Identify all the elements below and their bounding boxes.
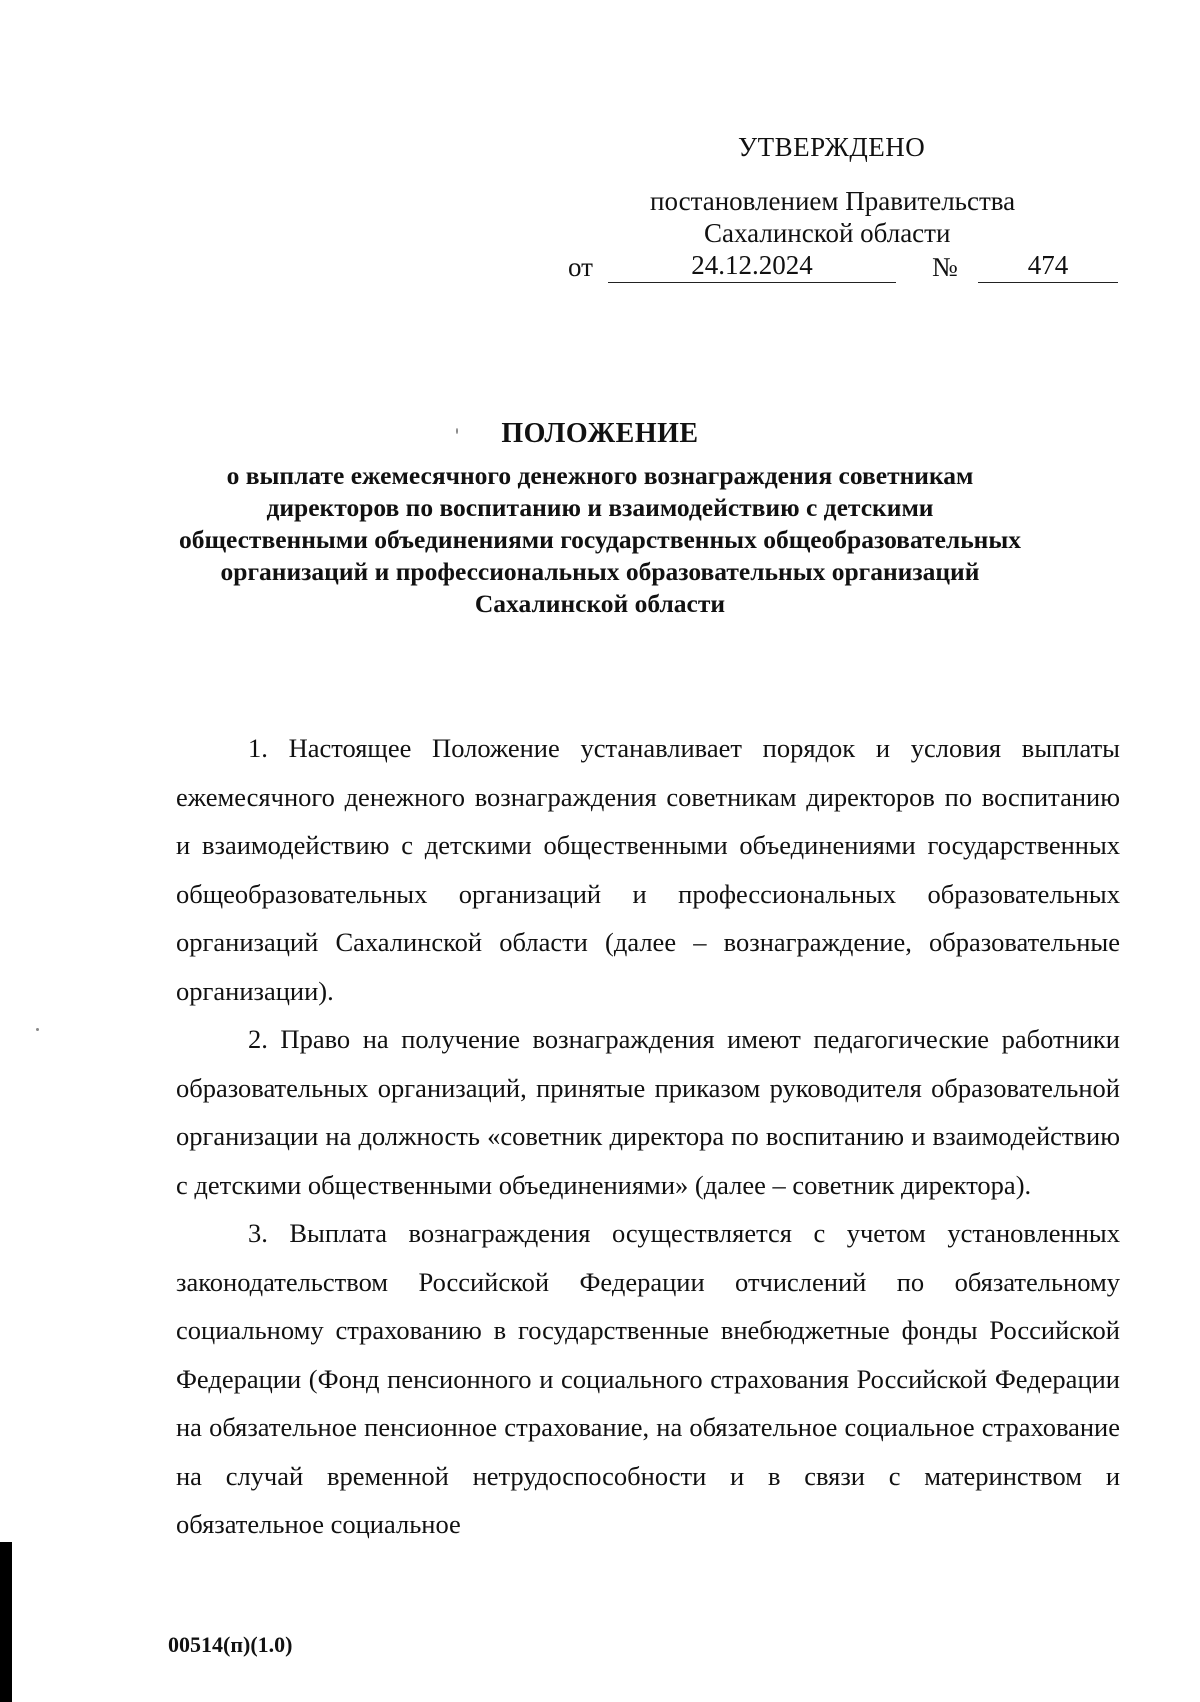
subtitle-line: директоров по воспитанию и взаимодействию с детскими [266,493,934,522]
approval-number: 474 [978,250,1118,283]
subtitle-line: общественными объединениями государственных общеобразовательных [178,525,1022,554]
date-prefix: от [568,252,593,282]
document-subtitle [150,460,1050,620]
approval-decree-line-1: постановлением Правительства [650,186,1016,216]
approval-title: УТВЕРЖДЕНО [738,132,926,162]
number-sign: № [932,252,958,282]
subtitle-line: организаций и профессиональных образовательных организаций [220,557,980,586]
scan-binding-edge [0,1542,12,1702]
document-body [176,724,1120,1549]
paragraph-2: 2. Право на получение вознаграждения имеют педагогические работники образовательных организаций, принятые приказом руководителя образовательной организации на должность «советник директора по воспитанию и взаимодействию с детскими общественными объединениями» (далее – советник директора). [176,1024,1120,1200]
approval-decree-line-2: Сахалинской области [704,218,951,248]
document-title: ПОЛОЖЕНИЕ [501,418,699,449]
paragraph-1: 1. Настоящее Положение устанавливает порядок и условия выплаты ежемесячного денежного вознаграждения советникам директоров по воспитанию и взаимодействию с детскими общественными объединениями государственных общеобразовательных организаций и профессиональных образовательных организаций Сахалинской области (далее – вознаграждение, образовательные организации). [176,733,1120,1006]
paragraph-3: 3. Выплата вознаграждения осуществляется с учетом установленных законодательством Российской Федерации отчислений по обязательному социальному страхованию в государственные внебюджетные фонды Российской Федерации (Фонд пенсионного и социального страхования Российской Федерации на обязательное пенсионное страхование, на обязательное социальное страхование на случай временной нетрудоспособности и в связи с материнством и обязательное социальное [176,1218,1120,1539]
subtitle-line: Сахалинской области [474,589,726,618]
footer-document-code: 00514(п)(1.0) [168,1632,293,1657]
scan-speck [456,428,458,434]
approval-date: 24.12.2024 [608,250,896,283]
approval-date-row [560,250,1120,290]
subtitle-line: о выплате ежемесячного денежного вознаграждения советникам [226,461,974,490]
scan-speck [36,1028,39,1031]
